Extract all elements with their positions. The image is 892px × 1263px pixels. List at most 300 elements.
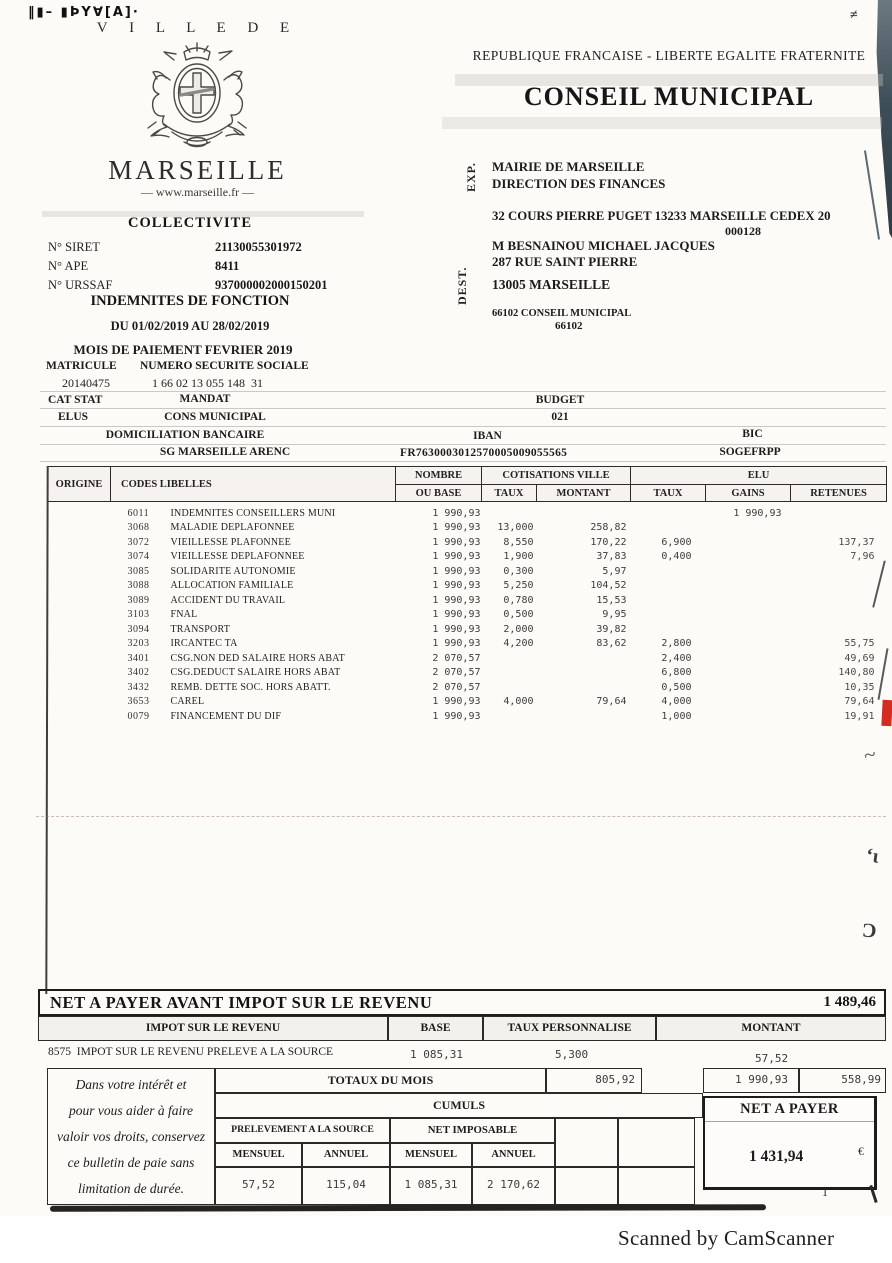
- cell-taux-elu: 0,400: [661, 551, 692, 563]
- empty-cell: [618, 1118, 695, 1205]
- cell-retenues: 79,64: [844, 696, 875, 708]
- cell-taux-elu: 4,000: [661, 696, 692, 708]
- row-code: 3094: [127, 623, 150, 635]
- marseille-wordmark: MARSEILLE: [108, 155, 287, 185]
- currency-symbol: €: [858, 1144, 864, 1158]
- cell-taux-ville: 8,550: [503, 536, 534, 548]
- cell-origine: [48, 680, 111, 695]
- cell-taux-ville: 0,500: [503, 609, 534, 621]
- cell-taux-ville: 4,000: [503, 696, 534, 708]
- net-imposable-label: NET IMPOSABLE: [427, 1124, 518, 1136]
- row-code: 3402: [127, 667, 150, 679]
- totaux-montant-cell: [546, 1068, 642, 1093]
- cell-taux-ville: 2,000: [503, 623, 534, 635]
- impot-row-montant: 57,52: [755, 1052, 789, 1065]
- cell-code-libelle: [111, 521, 396, 536]
- col-retenues: RETENUES: [791, 485, 887, 502]
- cell-taux-elu: [631, 564, 706, 579]
- cell-code-libelle: [111, 593, 396, 608]
- cell-taux-elu: [631, 521, 706, 536]
- col-ou-base: OU BASE: [396, 485, 482, 502]
- row-code: 3068: [127, 522, 150, 534]
- cell-code-libelle: [111, 579, 396, 594]
- cell-code-libelle: [111, 680, 396, 695]
- cell-gains: [706, 709, 791, 724]
- totaux-label: TOTAUX DU MOIS: [327, 1073, 434, 1087]
- row-libelle: ALLOCATION FAMILIALE: [170, 580, 294, 592]
- nss-value: 1 66 02 13 055 148 31: [152, 376, 263, 390]
- impot-base-cell: [388, 1016, 483, 1041]
- budget-label: BUDGET: [535, 394, 585, 406]
- advice-line: pour vous aider à faire: [69, 1103, 193, 1118]
- contribution-row: [48, 709, 887, 724]
- domiciliation-label: DOMICILIATION BANCAIRE: [105, 429, 265, 441]
- cat-stat-label: CAT STAT: [48, 394, 103, 406]
- contribution-row: [48, 535, 887, 550]
- cell-montant-ville: [537, 502, 631, 521]
- cell-base: 1 990,93: [432, 594, 481, 606]
- edge-squiggle: ~: [861, 740, 879, 769]
- dest-city: 13005 MARSEILLE: [492, 277, 611, 292]
- ape-label: N° APE: [48, 259, 89, 273]
- impot-montant-label: MONTANT: [741, 1022, 801, 1034]
- net-a-payer-label: NET A PAYER: [705, 1098, 874, 1122]
- totaux-montant-value: 805,92: [595, 1073, 635, 1086]
- net-before-tax-label: NET A PAYER AVANT IMPOT SUR LE REVENU: [50, 992, 433, 1012]
- empty-cell: [555, 1118, 618, 1205]
- contribution-row: [48, 637, 887, 652]
- contribution-row: [48, 593, 887, 608]
- collectivite-values: [215, 238, 328, 295]
- col-taux-elu: TAUX: [631, 485, 706, 502]
- row-libelle: INDEMNITES CONSEILLERS MUNI: [170, 507, 336, 519]
- cell-origine: [48, 535, 111, 550]
- cell-retenues: 49,69: [844, 652, 875, 664]
- col-nombre: NOMBRE: [396, 467, 482, 485]
- imposable-annuel-value: [472, 1167, 555, 1205]
- contribution-row: [48, 608, 887, 623]
- cell-gains: [706, 535, 791, 550]
- cell-taux-elu: 2,800: [661, 638, 692, 650]
- rule: [40, 444, 886, 445]
- cell-origine: [48, 564, 111, 579]
- cell-montant-ville: 79,64: [596, 696, 627, 708]
- cell-montant-ville: 258,82: [590, 522, 627, 534]
- exp-line1: MAIRIE DE MARSEILLE: [492, 159, 645, 174]
- cell-taux-elu: [631, 608, 706, 623]
- row-code: 6011: [127, 507, 150, 519]
- net-imposable-header-cell: [390, 1118, 555, 1143]
- row-code: 3089: [127, 594, 150, 606]
- contribution-row: [48, 651, 887, 666]
- scan-faint-line: [36, 816, 886, 817]
- cell-gains: [706, 680, 791, 695]
- red-edge-mark: [881, 700, 892, 726]
- cell-retenues: [791, 502, 887, 521]
- cell-taux-ville: 13,000: [497, 522, 534, 534]
- net-a-payer-box: [703, 1096, 877, 1190]
- row-libelle: IRCANTEC TA: [170, 638, 238, 650]
- totaux-gains-cell: [703, 1068, 799, 1093]
- row-code: 3085: [127, 565, 150, 577]
- budget-value: 021: [551, 411, 569, 423]
- dest-name-block: [492, 238, 715, 270]
- cell-montant-ville: [537, 666, 631, 681]
- row-libelle: CSG.DEDUCT SALAIRE HORS ABAT: [170, 667, 341, 679]
- impot-row-code-libelle: [48, 1046, 333, 1058]
- cell-taux-ville: [482, 651, 537, 666]
- cell-retenues: [791, 521, 887, 536]
- cell-gains: [706, 550, 791, 565]
- cell-base: 1 990,93: [432, 507, 481, 519]
- cell-taux-ville: [482, 709, 537, 724]
- impot-header-cell: [38, 1016, 388, 1041]
- cell-taux-ville: 5,250: [503, 580, 534, 592]
- rule: [40, 391, 886, 392]
- cell-code-libelle: [111, 564, 396, 579]
- cell-retenues: 137,37: [838, 536, 875, 548]
- contribution-row: [48, 579, 887, 594]
- cell-taux-ville: 4,200: [503, 638, 534, 650]
- cell-taux-elu: 2,400: [661, 652, 692, 664]
- imposable-mensuel-value: [390, 1167, 472, 1205]
- exp-line2: DIRECTION DES FINANCES: [492, 176, 666, 191]
- cell-taux-ville: 1,900: [503, 551, 534, 563]
- cell-base: 1 990,93: [432, 623, 481, 635]
- row-code: 3653: [127, 696, 150, 708]
- col-header: MENSUEL: [405, 1149, 457, 1160]
- ape-value: 8411: [215, 259, 240, 273]
- urssaf-value: 937000002000150201: [215, 278, 328, 292]
- net-a-payer-value: 1 431,94: [749, 1148, 804, 1165]
- impot-row-taux: 5,300: [555, 1048, 589, 1061]
- marseille-coat-of-arms: [126, 38, 268, 158]
- cumuls-cell: [215, 1093, 703, 1118]
- cell-taux-ville: 0,780: [503, 594, 534, 606]
- cell-origine: [48, 622, 111, 637]
- cell-origine: [48, 502, 111, 521]
- impot-montant-cell: [656, 1016, 886, 1041]
- cat-stat-value: ELUS: [58, 411, 89, 423]
- prelevement-header-cell: [215, 1118, 390, 1143]
- cell-base: 1 990,93: [432, 696, 481, 708]
- cell-montant-ville: 5,97: [602, 565, 627, 577]
- cell-base: 1 990,93: [432, 580, 481, 592]
- row-libelle: ACCIDENT DU TRAVAIL: [170, 594, 286, 606]
- cell-code-libelle: [111, 651, 396, 666]
- republique-line: REPUBLIQUE FRANCAISE - LIBERTE EGALITE FRATERNITE: [472, 48, 866, 63]
- contribution-row: [48, 502, 887, 521]
- cell-taux-elu: 6,800: [661, 667, 692, 679]
- cell-montant-ville: 104,52: [590, 580, 627, 592]
- cell-value: 115,04: [326, 1178, 366, 1191]
- dest-street: 287 RUE SAINT PIERRE: [492, 254, 638, 269]
- net-before-tax-value: 1 489,46: [823, 994, 876, 1010]
- col-codes-libelles: CODES LIBELLES: [111, 467, 396, 502]
- cell-code-libelle: [111, 666, 396, 681]
- iban-value: FR7630003012570005009055565: [400, 447, 568, 459]
- col-taux-ville: TAUX: [482, 485, 537, 502]
- advice-line: Dans votre intérêt et: [75, 1077, 187, 1092]
- cell-origine: [48, 521, 111, 536]
- cell-montant-ville: 9,95: [602, 609, 627, 621]
- imposable-mensuel-header: [390, 1143, 472, 1167]
- row-code: 3203: [127, 638, 150, 650]
- cell-base: 1 990,93: [432, 609, 481, 621]
- contribution-row: [48, 666, 887, 681]
- col-gains: GAINS: [706, 485, 791, 502]
- advice-line: valoir vos droits, conservez: [57, 1129, 205, 1144]
- cell-origine: [48, 550, 111, 565]
- row-libelle: TRANSPORT: [170, 623, 231, 635]
- cell-code-libelle: [111, 502, 396, 521]
- cell-taux-elu: [631, 579, 706, 594]
- pay-period: DU 01/02/2019 AU 28/02/2019: [110, 319, 270, 333]
- row-code: 3432: [127, 681, 150, 693]
- cell-origine: [48, 593, 111, 608]
- cell-gains: [706, 637, 791, 652]
- cell-retenues: [791, 608, 887, 623]
- col-elu: ELU: [631, 467, 887, 485]
- cell-gains: [706, 666, 791, 681]
- cell-gains: [706, 622, 791, 637]
- exp-street: 32 COURS PIERRE PUGET 13233 MARSEILLE CEDEX 20: [492, 209, 831, 223]
- cell-montant-ville: 170,22: [590, 536, 627, 548]
- cell-code-libelle: [111, 622, 396, 637]
- domiciliation-value: SG MARSEILLE ARENC: [159, 446, 291, 458]
- cell-gains: [706, 521, 791, 536]
- impot-row-libelle: IMPOT SUR LE REVENU PRELEVE A LA SOURCE: [76, 1046, 334, 1058]
- cell-montant-ville: 39,82: [596, 623, 627, 635]
- row-code: 3072: [127, 536, 150, 548]
- prelev-mensuel-value: [215, 1167, 302, 1205]
- contribution-row: [48, 695, 887, 710]
- camscanner-watermark: Scanned by CamScanner: [618, 1226, 835, 1250]
- row-code: 3401: [127, 652, 150, 664]
- cell-taux-elu: [631, 593, 706, 608]
- cell-gains: [706, 651, 791, 666]
- cell-base: 1 990,93: [432, 565, 481, 577]
- row-libelle: VIEILLESSE DEPLAFONNEE: [170, 551, 305, 563]
- cell-value: 57,52: [241, 1178, 276, 1191]
- scan-band: [442, 117, 882, 129]
- cell-montant-ville: 37,83: [596, 551, 627, 563]
- cell-montant-ville: 15,53: [596, 594, 627, 606]
- document-title: CONSEIL MUNICIPAL: [523, 82, 815, 111]
- advice-text: [48, 1069, 214, 1202]
- exp-address-block: [492, 158, 665, 192]
- row-libelle: MALADIE DEPLAFONNEE: [170, 522, 295, 534]
- edge-mark: ʻɩ: [864, 844, 881, 868]
- cell-taux-elu: [631, 502, 706, 521]
- cell-code-libelle: [111, 550, 396, 565]
- exp-label: EXP.: [464, 162, 478, 192]
- cell-origine: [48, 666, 111, 681]
- dest-label: DEST.: [455, 266, 469, 305]
- cell-retenues: [791, 622, 887, 637]
- ville-de-label: V I L L E D E: [96, 20, 299, 36]
- advice-line: ce bulletin de paie sans: [67, 1155, 195, 1170]
- collectivite-labels: [48, 238, 112, 295]
- row-libelle: FNAL: [170, 609, 198, 621]
- cell-origine: [48, 695, 111, 710]
- cell-retenues: 10,35: [844, 681, 875, 693]
- cell-gains: [706, 695, 791, 710]
- scanner-noise-glyph-right: ≠: [850, 8, 858, 23]
- cell-taux-ville: [482, 666, 537, 681]
- mandat-value: CONS MUNICIPAL: [164, 411, 266, 423]
- cell-gains: [706, 564, 791, 579]
- cell-code-libelle: [111, 709, 396, 724]
- contribution-row: [48, 564, 887, 579]
- impot-taux-label: TAUX PERSONNALISE: [507, 1022, 632, 1034]
- prelev-mensuel-header: [215, 1143, 302, 1167]
- totaux-retenues-cell: [799, 1068, 886, 1093]
- cell-montant-ville: 83,62: [596, 638, 627, 650]
- row-libelle: VIEILLESSE PLAFONNEE: [170, 536, 291, 548]
- collectivite-title: COLLECTIVITE: [127, 215, 252, 231]
- contribution-row: [48, 521, 887, 536]
- cell-retenues: 140,80: [838, 667, 875, 679]
- row-libelle: CAREL: [170, 696, 205, 708]
- totaux-label-cell: [215, 1068, 546, 1093]
- row-libelle: CSG.NON DED SALAIRE HORS ABAT: [170, 652, 345, 664]
- cell-retenues: 55,75: [844, 638, 875, 650]
- cell-origine: [48, 608, 111, 623]
- rule: [40, 426, 886, 427]
- exp-code: 000128: [725, 224, 761, 238]
- impot-row-code: 8575: [48, 1046, 71, 1058]
- dest-name: M BESNAINOU MICHAEL JACQUES: [492, 238, 715, 253]
- siret-value: 21130055301972: [215, 240, 302, 254]
- prelev-annuel-header: [302, 1143, 390, 1167]
- impot-base-label: BASE: [420, 1022, 451, 1034]
- impot-header-label: IMPOT SUR LE REVENU: [145, 1022, 281, 1034]
- cell-montant-ville: [537, 651, 631, 666]
- row-libelle: FINANCEMENT DU DIF: [170, 710, 282, 722]
- empty-cell-divider: [555, 1166, 695, 1168]
- imposable-annuel-header: [472, 1143, 555, 1167]
- bic-value: SOGEFRPP: [719, 446, 781, 458]
- row-code: 3103: [127, 609, 150, 621]
- cell-taux-elu: 6,900: [661, 536, 692, 548]
- cell-code-libelle: [111, 695, 396, 710]
- marseille-website: — www.marseille.fr —: [140, 185, 255, 199]
- cell-base: 1 990,93: [432, 638, 481, 650]
- cell-montant-ville: [537, 709, 631, 724]
- rule: [40, 461, 886, 462]
- cell-base: 1 990,93: [432, 710, 481, 722]
- totaux-gains-value: 1 990,93: [735, 1073, 788, 1086]
- contribution-row: [48, 680, 887, 695]
- cell-base: 2 070,57: [432, 681, 481, 693]
- cell-taux-ville: [482, 502, 537, 521]
- cell-retenues: 7,96: [850, 551, 875, 563]
- cell-origine: [48, 579, 111, 594]
- row-code: 0079: [127, 710, 150, 722]
- cell-gains: [706, 608, 791, 623]
- col-montant-ville: MONTANT: [537, 485, 631, 502]
- cell-retenues: [791, 564, 887, 579]
- row-libelle: SOLIDARITE AUTONOMIE: [170, 565, 296, 577]
- cell-value: 2 170,62: [487, 1178, 540, 1191]
- prelevement-label: PRELEVEMENT A LA SOURCE: [231, 1124, 374, 1135]
- page-number: 1: [822, 1185, 828, 1199]
- contribution-row: [48, 622, 887, 637]
- bic-label: BIC: [742, 428, 763, 440]
- cell-base: 1 990,93: [432, 536, 481, 548]
- cumuls-label: CUMULS: [432, 1098, 485, 1112]
- cell-gains: [706, 593, 791, 608]
- net-before-tax-bar: [38, 989, 886, 1016]
- cell-base: 2 070,57: [432, 652, 481, 664]
- contributions-table: [47, 466, 886, 724]
- cell-taux-ville: 0,300: [503, 565, 534, 577]
- scanner-noise-glyphs: ‖▮– ▮ÞY∀[A]·: [28, 5, 140, 20]
- cell-base: 2 070,57: [432, 667, 481, 679]
- col-origine: ORIGINE: [48, 467, 111, 502]
- urssaf-label: N° URSSAF: [48, 278, 113, 292]
- cell-retenues: [791, 579, 887, 594]
- contribution-row: [48, 550, 887, 565]
- cell-montant-ville: [537, 680, 631, 695]
- impot-taux-cell: [483, 1016, 656, 1041]
- row-code: 3074: [127, 551, 150, 563]
- prelev-annuel-value: [302, 1167, 390, 1205]
- cell-retenues: 19,91: [844, 710, 875, 722]
- doc-type: INDEMNITES DE FONCTION: [90, 293, 290, 309]
- cell-base: 1 990,93: [432, 522, 481, 534]
- totaux-retenues-value: 558,99: [841, 1073, 881, 1086]
- cell-origine: [48, 709, 111, 724]
- col-header: ANNUEL: [323, 1149, 369, 1160]
- cell-taux-elu: 0,500: [661, 681, 692, 693]
- rule: [40, 408, 886, 409]
- cell-code-libelle: [111, 637, 396, 652]
- siret-label: N° SIRET: [48, 240, 100, 254]
- col-header: ANNUEL: [491, 1149, 536, 1160]
- payment-month: MOIS DE PAIEMENT FEVRIER 2019: [73, 342, 293, 357]
- cell-value: 1 085,31: [404, 1178, 458, 1191]
- col-cotisations-ville: COTISATIONS VILLE: [482, 467, 631, 485]
- cell-taux-elu: 1,000: [661, 710, 692, 722]
- nss-label: NUMERO SECURITE SOCIALE: [140, 360, 309, 372]
- cell-taux-elu: [631, 622, 706, 637]
- matricule-label: MATRICULE: [46, 360, 117, 372]
- cell-taux-ville: [482, 680, 537, 695]
- row-code: 3088: [127, 580, 150, 592]
- cell-base: 1 990,93: [432, 551, 481, 563]
- col-header: MENSUEL: [232, 1149, 285, 1160]
- cell-code-libelle: [111, 535, 396, 550]
- mandat-label: MANDAT: [179, 393, 231, 405]
- row-libelle: REMB. DETTE SOC. HORS ABATT.: [170, 681, 331, 693]
- impot-row-base: 1 085,31: [410, 1048, 463, 1061]
- cell-gains: [706, 579, 791, 594]
- iban-label: IBAN: [473, 430, 502, 442]
- cell-origine: [48, 637, 111, 652]
- advice-line: limitation de durée.: [77, 1181, 185, 1196]
- table-body: [48, 502, 887, 724]
- advice-box: [47, 1068, 215, 1205]
- cell-origine: [48, 651, 111, 666]
- edge-mark: Ɔ: [861, 919, 878, 943]
- dest-service-code: 66102: [555, 320, 583, 332]
- dest-service: 66102 CONSEIL MUNICIPAL: [492, 308, 632, 319]
- cell-gains: 1 990,93: [733, 507, 782, 519]
- cell-code-libelle: [111, 608, 396, 623]
- matricule-value: 20140475: [62, 376, 110, 390]
